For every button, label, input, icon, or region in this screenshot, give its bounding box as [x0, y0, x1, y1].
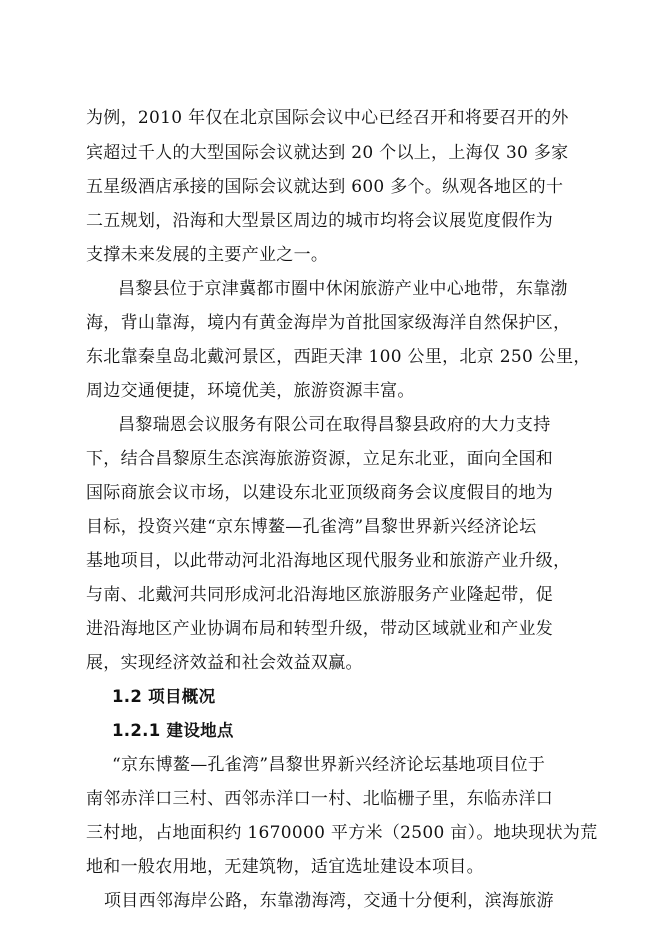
section-heading-1-2-1: 1.2.1 建设地点	[112, 721, 234, 740]
paragraph-line: 二五规划，沿海和大型景区周边的城市均将会议展览度假作为	[86, 211, 554, 231]
paragraph-line: 海，背山靠海，境内有黄金海岸为首批国家级海洋自然保护区，	[86, 313, 571, 333]
paragraph-line: 昌黎县位于京津冀都市圈中休闲旅游产业中心地带，东靠渤	[118, 279, 568, 299]
paragraph-line: “京东博鳌—孔雀湾”昌黎世界新兴经济论坛基地项目位于	[112, 755, 546, 775]
paragraph-line: 与南、北戴河共同形成河北沿海地区旅游服务产业隆起带，促	[86, 585, 554, 605]
paragraph-line: 昌黎瑞恩会议服务有限公司在取得昌黎县政府的大力支持	[118, 415, 551, 435]
paragraph-line: 目标，投资兴建“京东博鳌—孔雀湾”昌黎世界新兴经济论坛	[86, 517, 537, 537]
paragraph-line: 下，结合昌黎原生态滨海旅游资源，立足东北亚，面向全国和	[86, 449, 554, 469]
paragraph-line: 东北靠秦皇岛北戴河景区，西距天津 100 公里，北京 250 公里，	[86, 347, 591, 367]
paragraph-line: 周边交通便捷，环境优美，旅游资源丰富。	[86, 381, 415, 401]
paragraph-line: 三村地，占地面积约 1670000 平方米（2500 亩）。地块现状为荒	[86, 823, 598, 843]
paragraph-line: 展，实现经济效益和社会效益双赢。	[86, 653, 363, 673]
paragraph-line: 进沿海地区产业协调布局和转型升级，带动区域就业和产业发	[86, 619, 554, 639]
section-heading-1-2: 1.2 项目概况	[112, 687, 216, 706]
paragraph-line: 项目西邻海岸公路，东靠渤海湾，交通十分便利，滨海旅游	[104, 891, 554, 911]
paragraph-line: 五星级酒店承接的国际会议就达到 600 多个。纵观各地区的十	[86, 177, 564, 197]
paragraph-line: 地和一般农用地，无建筑物，适宜选址建设本项目。	[86, 857, 484, 877]
paragraph-line: 为例，2010 年仅在北京国际会议中心已经召开和将要召开的外	[86, 108, 569, 128]
paragraph-line: 南邻赤洋口三村、西邻赤洋口一村、北临栅子里，东临赤洋口	[86, 789, 554, 809]
paragraph-line: 国际商旅会议市场，以建设东北亚顶级商务会议度假目的地为	[86, 483, 554, 503]
paragraph-line: 宾超过千人的大型国际会议就达到 20 个以上，上海仅 30 多家	[86, 143, 569, 163]
paragraph-line: 支撑未来发展的主要产业之一。	[86, 245, 329, 265]
paragraph-line: 基地项目，以此带动河北沿海地区现代服务业和旅游产业升级，	[86, 551, 571, 571]
